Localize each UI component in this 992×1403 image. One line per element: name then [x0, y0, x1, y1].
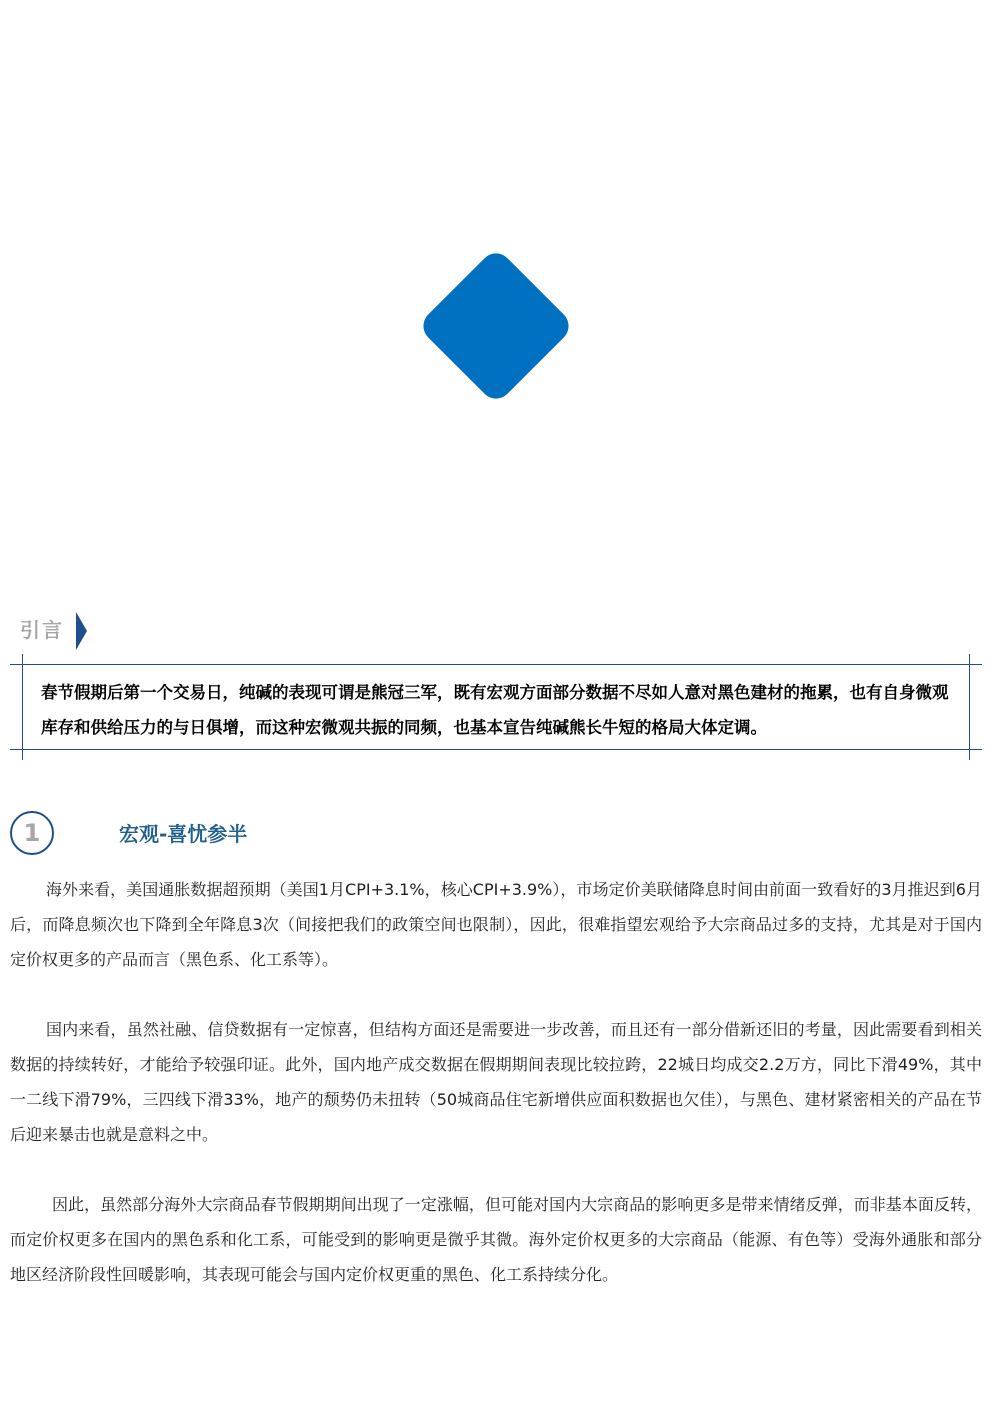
section-title: 宏观-喜忧参半: [119, 822, 248, 846]
intro-bottom-rule: [10, 749, 982, 750]
intro-top-rule: [10, 664, 982, 665]
paragraph-domestic: 国内来看，虽然社融、信贷数据有一定惊喜，但结构方面还是需要进一步改善，而且还有一部分借新还旧的考量，因此需要看到相关数据的持续转好，才能给予较强印证。此外，国内地产成交数据在假期期间表现比较拉跨，22城日均成交2.2万方，同比下滑49%，其中一二线下滑79%，三四线下滑33%，地产的颓势仍未扭转（50城商品住宅新增供应面积数据也欠佳），与黑色、建材紧密相关的产品在节后迎来暴击也就是意料之中。: [10, 1020, 982, 1144]
paragraph-overseas: 海外来看，美国通胀数据超预期（美国1月CPI+3.1%，核心CPI+3.9%），市场定价美联储降息时间由前面一致看好的3月推迟到6月后，而降息频次也下降到全年降息3次（间接把我们的政策空间也限制），因此，很难指望宏观给予大宗商品过多的支持，尤其是对于国内定价权更多的产品而言（黑色系、化工系等）。: [10, 880, 982, 969]
intro-label: 引言: [20, 618, 64, 642]
intro-right-rule: [969, 654, 970, 760]
intro-summary: 春节假期后第一个交易日，纯碱的表现可谓是熊冠三军，既有宏观方面部分数据不尽如人意对黑色建材的拖累，也有自身微观库存和供给压力的与日俱增，而这种宏微观共振的同频，也基本宣告纯碱熊长牛短的格局大体定调。: [41, 683, 949, 737]
arrow-right-icon: [76, 612, 87, 650]
diamond-logo-icon: [417, 247, 575, 405]
intro-left-rule: [22, 654, 23, 760]
section-number-badge: 1: [10, 811, 54, 855]
paragraph-conclusion: 因此，虽然部分海外大宗商品春节假期期间出现了一定涨幅，但可能对国内大宗商品的影响更多是带来情绪反弹，而非基本面反转，而定价权更多在国内的黑色系和化工系，可能受到的影响更是微乎其微。海外定价权更多的大宗商品（能源、有色等）受海外通胀和部分地区经济阶段性回暖影响，其表现可能会与国内定价权更重的黑色、化工系持续分化。: [10, 1195, 982, 1284]
